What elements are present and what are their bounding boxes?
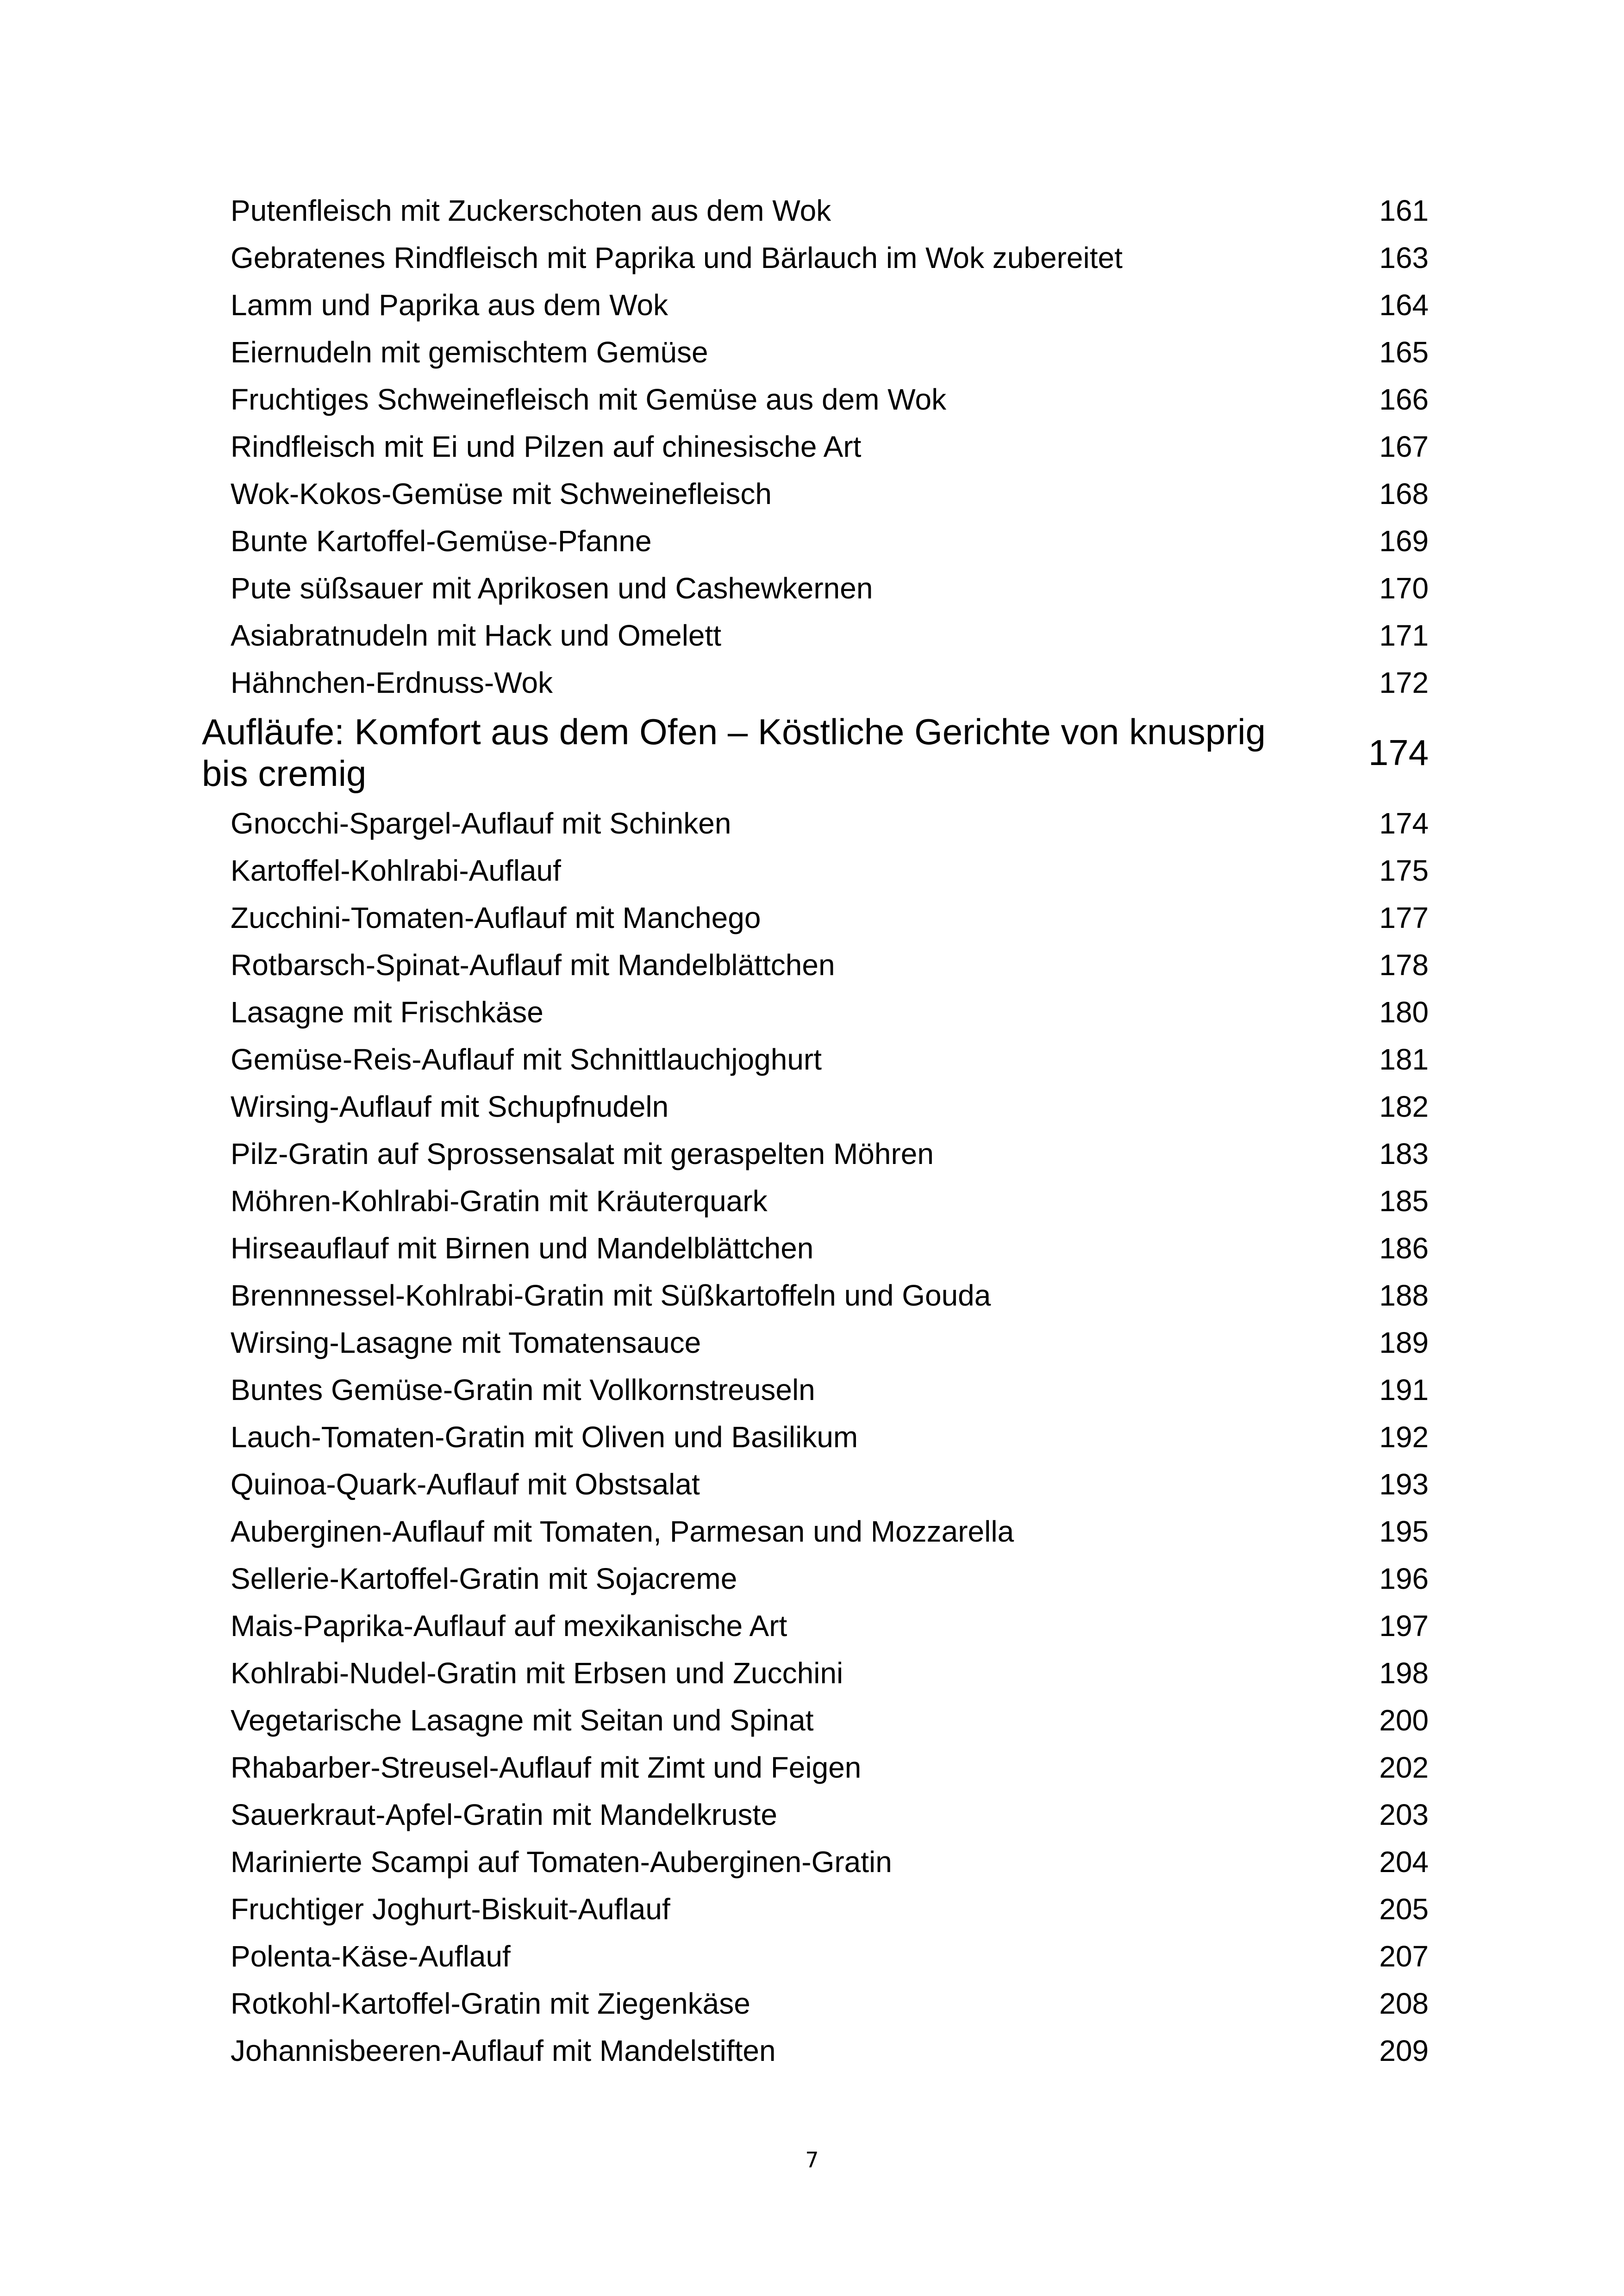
toc-entry-title: Eiernudeln mit gemischtem Gemüse xyxy=(231,336,708,369)
page-number: 7 xyxy=(805,2147,819,2172)
toc-entry-title: Sauerkraut-Apfel-Gratin mit Mandelkruste xyxy=(231,1798,777,1831)
toc-entry-page: 169 xyxy=(1379,524,1429,558)
toc-entry-page: 198 xyxy=(1379,1656,1429,1690)
toc-entry-page: 205 xyxy=(1379,1892,1429,1926)
toc-entry-title: Pilz-Gratin auf Sprossensalat mit geraspelten Möhren xyxy=(231,1137,934,1170)
toc-entry-page: 186 xyxy=(1379,1232,1429,1265)
toc-entry[interactable] xyxy=(231,1838,1429,1885)
toc-entry-title: Rotkohl-Kartoffel-Gratin mit Ziegenkäse xyxy=(231,1987,750,2020)
toc-entry[interactable] xyxy=(231,1413,1429,1461)
toc-entry-title: Lamm und Paprika aus dem Wok xyxy=(231,288,668,322)
toc-entry-page: 183 xyxy=(1379,1137,1429,1170)
toc-entry-title: Hirseauflauf mit Birnen und Mandelblättchen xyxy=(231,1232,814,1265)
toc-entry-page: 203 xyxy=(1379,1798,1429,1831)
toc-entry[interactable] xyxy=(231,1649,1429,1697)
toc-entry-title: Fruchtiges Schweinefleisch mit Gemüse aus dem Wok xyxy=(231,383,947,416)
toc-entry[interactable] xyxy=(231,376,1429,423)
toc-entry[interactable] xyxy=(231,1036,1429,1083)
toc-entry-page: 165 xyxy=(1379,336,1429,369)
toc-entry[interactable] xyxy=(231,1319,1429,1366)
toc-entry-title: Quinoa-Quark-Auflauf mit Obstsalat xyxy=(231,1468,700,1501)
toc-entry-page: 204 xyxy=(1379,1845,1429,1879)
toc-entry[interactable] xyxy=(231,1555,1429,1602)
toc-entry-title: Zucchini-Tomaten-Auflauf mit Manchego xyxy=(231,901,761,934)
toc-entry-page: 174 xyxy=(1379,807,1429,840)
toc-entry-page: 195 xyxy=(1379,1515,1429,1548)
toc-entry-page: 177 xyxy=(1379,901,1429,934)
toc-entry-title: Kartoffel-Kohlrabi-Auflauf xyxy=(231,854,561,887)
toc-entry-page: 163 xyxy=(1379,241,1429,274)
toc-entry-title: Möhren-Kohlrabi-Gratin mit Kräuterquark xyxy=(231,1184,768,1218)
toc-entry-page: 171 xyxy=(1379,619,1429,652)
toc-entry[interactable] xyxy=(231,2027,1429,2074)
toc-entry[interactable] xyxy=(231,187,1429,234)
toc-entry[interactable] xyxy=(231,423,1429,470)
toc-entry[interactable] xyxy=(231,1791,1429,1838)
toc-chapter-heading[interactable] xyxy=(202,706,1429,799)
toc-entry-title: Kohlrabi-Nudel-Gratin mit Erbsen und Zucchini xyxy=(231,1656,843,1690)
toc-entry-page: 185 xyxy=(1379,1184,1429,1218)
toc-entry[interactable] xyxy=(231,894,1429,941)
toc-entry[interactable] xyxy=(231,1885,1429,1933)
toc-entry-title: Polenta-Käse-Auflauf xyxy=(231,1940,511,1973)
toc-entry-title: Bunte Kartoffel-Gemüse-Pfanne xyxy=(231,524,652,558)
toc-entry-page: 189 xyxy=(1379,1326,1429,1359)
toc-entry-title: Rindfleisch mit Ei und Pilzen auf chinesische Art xyxy=(231,430,862,463)
toc-entry-title: Rotbarsch-Spinat-Auflauf mit Mandelblättchen xyxy=(231,948,835,982)
toc-entry-page: 175 xyxy=(1379,854,1429,887)
toc-entry-page: 200 xyxy=(1379,1704,1429,1737)
toc-entry-title: Putenfleisch mit Zuckerschoten aus dem Wok xyxy=(231,194,831,227)
toc-entry[interactable] xyxy=(231,565,1429,612)
toc-entry-title: Gnocchi-Spargel-Auflauf mit Schinken xyxy=(231,807,731,840)
toc-entry[interactable] xyxy=(231,989,1429,1036)
toc-entry-page: 202 xyxy=(1379,1751,1429,1784)
toc-entry-page: 209 xyxy=(1379,2034,1429,2067)
toc-entry-title: Rhabarber-Streusel-Auflauf mit Zimt und Feigen xyxy=(231,1751,862,1784)
toc-entry-title: Mais-Paprika-Auflauf auf mexikanische Art xyxy=(231,1609,787,1643)
toc-entry-page: 172 xyxy=(1379,666,1429,699)
toc-entry[interactable] xyxy=(231,941,1429,989)
toc-entry[interactable] xyxy=(231,612,1429,659)
toc-entry[interactable] xyxy=(231,847,1429,894)
toc-entry[interactable] xyxy=(231,1508,1429,1555)
toc-entry-title: Asiabratnudeln mit Hack und Omelett xyxy=(231,619,722,652)
toc-entry[interactable] xyxy=(231,1083,1429,1130)
toc-entry[interactable] xyxy=(231,1697,1429,1744)
toc-entry[interactable] xyxy=(231,329,1429,376)
toc-entry-page: 188 xyxy=(1379,1279,1429,1312)
toc-entry-page: 181 xyxy=(1379,1043,1429,1076)
toc-entry-page: 193 xyxy=(1379,1468,1429,1501)
toc-entry-title: Marinierte Scampi auf Tomaten-Auberginen-Gratin xyxy=(231,1845,892,1879)
toc-entry-title: Johannisbeeren-Auflauf mit Mandelstiften xyxy=(231,2034,776,2067)
toc-chapter-page: 174 xyxy=(1368,732,1429,773)
toc-entry-page: 170 xyxy=(1379,572,1429,605)
toc-entry-title: Hähnchen-Erdnuss-Wok xyxy=(231,666,553,699)
toc-entry-page: 207 xyxy=(1379,1940,1429,1973)
toc-entry[interactable] xyxy=(231,1744,1429,1791)
toc-entry-title: Auberginen-Auflauf mit Tomaten, Parmesan und Mozzarella xyxy=(231,1515,1014,1548)
toc-entry-page: 180 xyxy=(1379,996,1429,1029)
toc-entry[interactable] xyxy=(231,1980,1429,2027)
toc-entry-page: 191 xyxy=(1379,1373,1429,1406)
toc-entry-page: 192 xyxy=(1379,1420,1429,1454)
toc-entry-page: 196 xyxy=(1379,1562,1429,1595)
toc-entry-title: Wirsing-Auflauf mit Schupfnudeln xyxy=(231,1090,669,1123)
toc-entry-title: Pute süßsauer mit Aprikosen und Cashewkernen xyxy=(231,572,873,605)
toc-entry[interactable] xyxy=(231,1225,1429,1272)
toc-entry-title: Lasagne mit Frischkäse xyxy=(231,996,543,1029)
toc-entry[interactable] xyxy=(231,234,1429,281)
toc-entry-page: 168 xyxy=(1379,477,1429,510)
toc-entry-title: Wirsing-Lasagne mit Tomatensauce xyxy=(231,1326,701,1359)
toc-entry-page: 166 xyxy=(1379,383,1429,416)
toc-entry[interactable] xyxy=(231,800,1429,847)
toc-entry[interactable] xyxy=(231,1177,1429,1225)
toc-entry[interactable] xyxy=(231,1461,1429,1508)
toc-entry[interactable] xyxy=(231,1272,1429,1319)
toc-entry[interactable] xyxy=(231,517,1429,565)
toc-chapter-title: Aufläufe: Komfort aus dem Ofen – Köstliche Gerichte von knusprig bis cremig xyxy=(202,711,1266,794)
toc-entry-title: Gebratenes Rindfleisch mit Paprika und Bärlauch im Wok zubereitet xyxy=(231,241,1123,274)
toc-entry-page: 167 xyxy=(1379,430,1429,463)
toc-entry[interactable] xyxy=(231,470,1429,517)
toc-entry-page: 197 xyxy=(1379,1609,1429,1643)
toc-entry[interactable] xyxy=(231,1130,1429,1177)
toc-entry[interactable] xyxy=(231,659,1429,706)
toc-entry-page: 182 xyxy=(1379,1090,1429,1123)
toc-entry-page: 208 xyxy=(1379,1987,1429,2020)
toc-entry[interactable] xyxy=(231,1366,1429,1413)
toc-entry-title: Gemüse-Reis-Auflauf mit Schnittlauchjoghurt xyxy=(231,1043,822,1076)
toc-entry-page: 161 xyxy=(1379,194,1429,227)
toc-entry-title: Brennnessel-Kohlrabi-Gratin mit Süßkartoffeln und Gouda xyxy=(231,1279,991,1312)
toc-entry-page: 178 xyxy=(1379,948,1429,982)
toc-entry-title: Wok-Kokos-Gemüse mit Schweinefleisch xyxy=(231,477,772,510)
toc-entry-title: Fruchtiger Joghurt-Biskuit-Auflauf xyxy=(231,1892,670,1926)
toc-entry[interactable] xyxy=(231,281,1429,329)
toc-entry[interactable] xyxy=(231,1602,1429,1649)
toc-entry-title: Buntes Gemüse-Gratin mit Vollkornstreuseln xyxy=(231,1373,815,1406)
toc-entry-title: Vegetarische Lasagne mit Seitan und Spinat xyxy=(231,1704,814,1737)
toc-entry-page: 164 xyxy=(1379,288,1429,322)
toc-entry[interactable] xyxy=(231,1933,1429,1980)
toc-entry-title: Sellerie-Kartoffel-Gratin mit Sojacreme xyxy=(231,1562,737,1595)
toc-entry-title: Lauch-Tomaten-Gratin mit Oliven und Basilikum xyxy=(231,1420,858,1454)
